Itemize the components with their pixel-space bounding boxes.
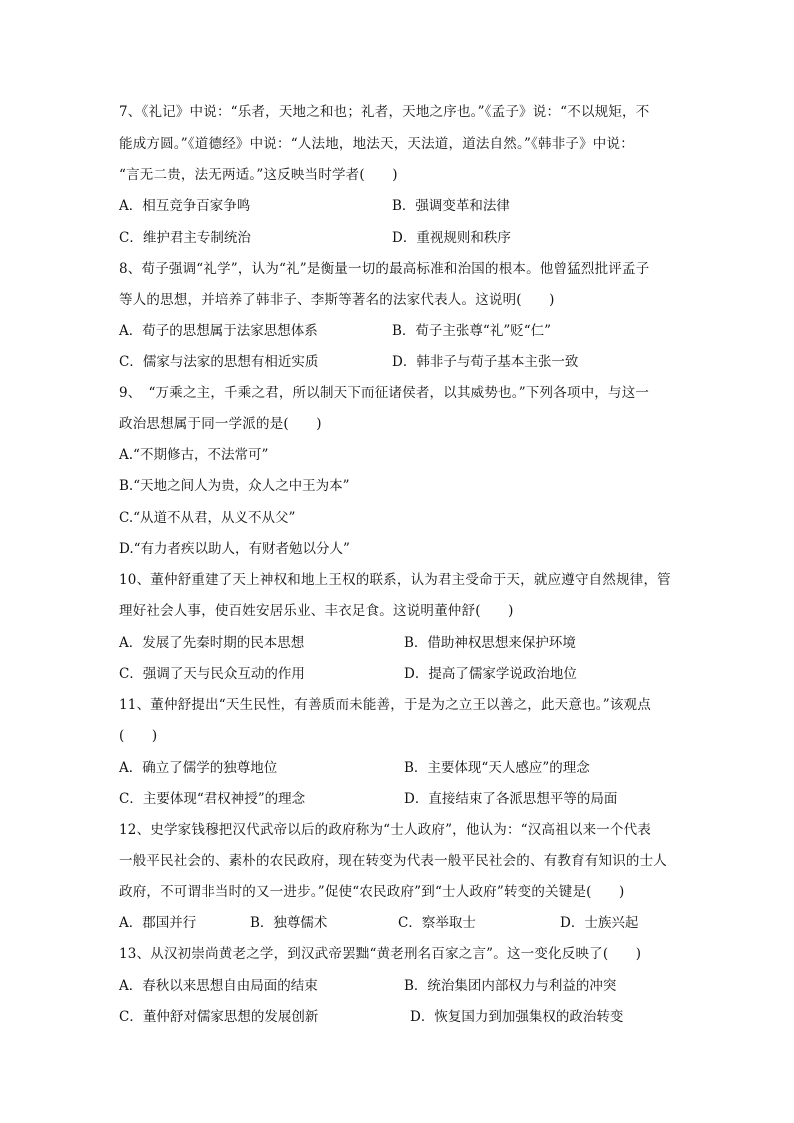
q10-stem-line1: 10、董仲舒重建了天上神权和地上王权的联系，认为君主受命于天，就应遵守自然规律，管 (119, 572, 671, 588)
q12-option-b: B．独尊儒术 (250, 915, 328, 931)
q8-option-c: C．儒家与法家的思想有相近实质 (119, 354, 319, 370)
q9-option-d: D.“有力者疾以助人，有财者勉以分人” (119, 541, 350, 557)
q13-option-b: B．统治集团内部权力与利益的冲突 (404, 978, 617, 994)
q12-stem-line1: 12、史学家钱穆把汉代武帝以后的政府称为“士人政府”，他认为：“汉高祖以来一个代表 (119, 822, 652, 838)
q7-option-b: B．强调变革和法律 (392, 198, 510, 214)
q7-option-a: A．相互竞争百家争鸣 (119, 198, 251, 214)
q12-stem-line3: 政府，不可谓非当时的又一进步。”促使“农民政府”到“士人政府”转变的关键是( ) (119, 884, 625, 900)
q10-option-c: C．强调了天与民众互动的作用 (119, 666, 305, 682)
q13-option-c: C．董仲舒对儒家思想的发展创新 (119, 1009, 319, 1025)
q7-option-c: C．维护君主专制统治 (119, 230, 251, 246)
q9-option-b: B.“天地之间人为贵，众人之中王为本” (119, 478, 350, 494)
q11-option-b: B．主要体现“天人感应”的理念 (404, 760, 590, 776)
q13-option-d: D．恢复国力到加强集权的政治转变 (410, 1009, 624, 1025)
q8-option-b: B．荀子主张尊“礼”贬“仁” (392, 323, 552, 339)
q7-stem-line3: “言无二贵，法无两适。”这反映当时学者( ) (119, 167, 398, 183)
q7-stem-line2: 能成方圆。”《道德经》中说：“人法地，地法天，天法道，道法自然。”《韩非子》中说： (119, 136, 634, 152)
q10-option-d: D．提高了儒家学说政治地位 (404, 666, 577, 682)
q8-option-d: D．韩非子与荀子基本主张一致 (392, 354, 579, 370)
q8-stem-line2: 等人的思想，并培养了韩非子、李斯等著名的法家代表人。这说明( ) (119, 292, 555, 308)
q11-option-d: D．直接结束了各派思想平等的局面 (404, 791, 618, 807)
q9-stem-line2: 政治思想属于同一学派的是( ) (119, 416, 322, 432)
q12-option-a: A．郡国并行 (119, 915, 197, 931)
q7-option-d: D．重视规则和秩序 (392, 230, 511, 246)
q13-stem-line1: 13、从汉初崇尚黄老之学，到汉武帝罢黜“黄老刑名百家之言”。这一变化反映了( ) (119, 946, 642, 962)
q11-option-c: C．主要体现“君权神授”的理念 (119, 791, 306, 807)
q9-stem-line1: 9、 “万乘之主，千乘之君，所以制天下而征诸侯者，以其威势也。”下列各项中，与这一 (119, 385, 650, 401)
q10-option-a: A．发展了先秦时期的民本思想 (119, 635, 305, 651)
q7-stem-line1: 7、《礼记》中说：“乐者，天地之和也；礼者，天地之序也。”《孟子》说：“不以规矩，不 (119, 104, 650, 120)
q8-option-a: A．荀子的思想属于法家思想体系 (119, 323, 318, 339)
q12-option-d: D．士族兴起 (560, 915, 639, 931)
q10-stem-line2: 理好社会人事，使百姓安居乐业、丰衣足食。这说明董仲舒( ) (119, 603, 514, 619)
q11-stem-line2: ( ) (119, 728, 158, 744)
q11-stem-line1: 11、董仲舒提出“天生民性，有善质而未能善，于是为之立王以善之，此天意也。”该观点 (119, 697, 651, 713)
q13-option-a: A．春秋以来思想自由局面的结束 (119, 978, 318, 994)
q11-option-a: A．确立了儒学的独尊地位 (119, 760, 278, 776)
q8-stem-line1: 8、荀子强调“礼学”，认为“礼”是衡量一切的最高标准和治国的根本。他曾猛烈批评孟子 (119, 261, 650, 277)
q9-option-a: A.“不期修古，不法常可” (119, 447, 269, 463)
q9-option-c: C.“从道不从君，从义不从父” (119, 510, 296, 526)
q10-option-b: B．借助神权思想来保护环境 (404, 635, 576, 651)
q12-option-c: C．察举取士 (398, 915, 476, 931)
q12-stem-line2: 一般平民社会的、素朴的农民政府，现在转变为代表一般平民社会的、有教育有知识的士人 (119, 853, 667, 869)
